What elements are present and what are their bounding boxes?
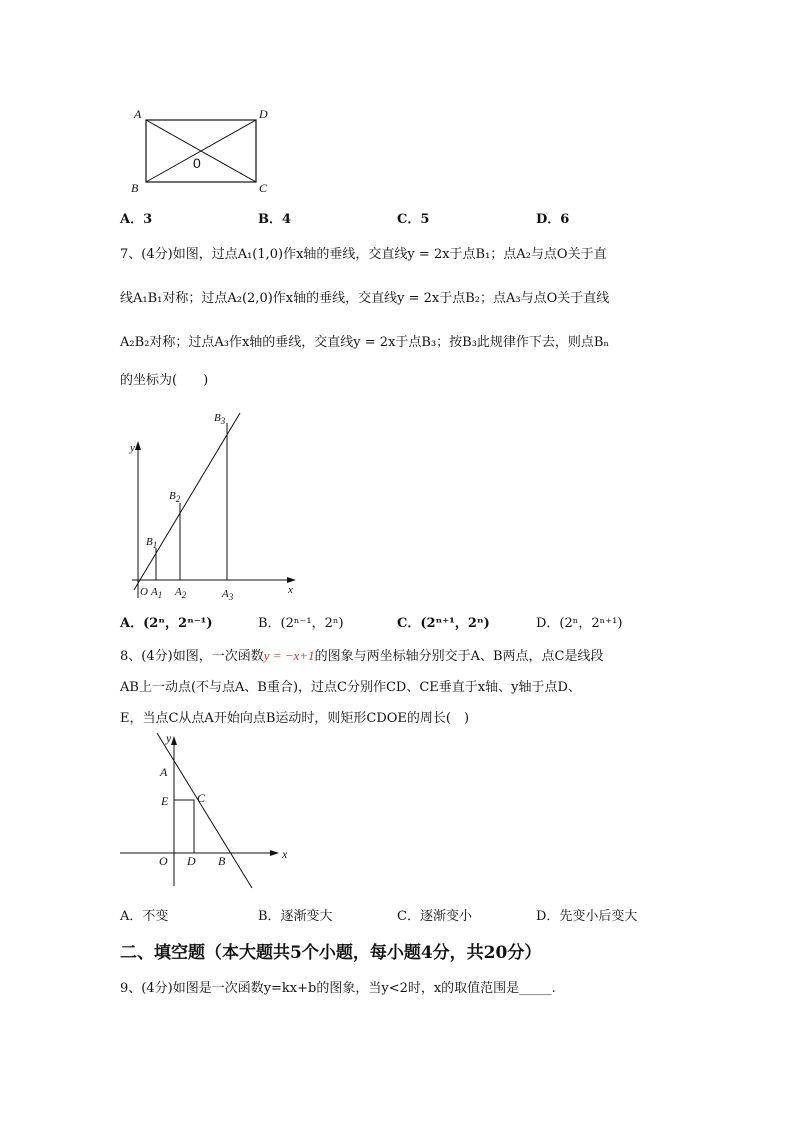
q7-option-d: D．(2ⁿ，2ⁿ⁺¹) xyxy=(536,616,623,631)
q7-line-2: 线A₁B₁对称；过点A₂(2,0)作x轴的垂线，交直线y = 2x于点B₂；点A₃与点O关于直线 xyxy=(120,291,610,306)
q7-number: 7、(4分) xyxy=(120,247,173,262)
x-axis-arrow xyxy=(270,850,279,856)
label-b: B xyxy=(131,181,139,195)
label-e: E xyxy=(161,794,169,808)
label-a1: $A_1$ xyxy=(151,586,163,600)
q7-line-3: A₂B₂对称；过点A₃作x轴的垂线，交直线y = 2x于点B₃；按B₃此规律作下去，则点Bₙ xyxy=(120,335,610,350)
q8-option-d: D．先变小后变大 xyxy=(536,909,638,924)
label-o: O xyxy=(159,854,168,868)
q8-figure xyxy=(115,728,305,898)
rectangle-figure xyxy=(125,100,285,200)
label-d: D xyxy=(259,107,268,121)
q6-option-c: C．5 xyxy=(397,212,430,227)
q9-number: 9、(4分) xyxy=(120,981,173,996)
q8-text-1b: 的图象与两坐标轴分别交于A、B两点，点C是线段 xyxy=(314,649,604,664)
q9-text: 如图是一次函数y=kx+b的图象，当y<2时，x的取值范围是_____. xyxy=(172,981,556,996)
q7-line-4: 的坐标为( ) xyxy=(120,373,209,388)
label-y: y xyxy=(166,731,172,745)
label-x: x xyxy=(282,847,288,861)
x-axis-arrow xyxy=(287,577,296,583)
label-c: C xyxy=(197,791,206,805)
label-a3: $A_3$ xyxy=(222,588,234,602)
q7-option-b: B．(2ⁿ⁻¹，2ⁿ) xyxy=(258,616,344,631)
line-y-2x xyxy=(134,413,240,590)
label-o: 0 xyxy=(193,155,201,171)
q8-option-c: C．逐渐变小 xyxy=(397,909,472,924)
q8-line-2: AB上一动点(不与点A、B重合)，过点C分别作CD、CE垂直于x轴、y轴于点D、 xyxy=(120,680,581,695)
label-b3: $B_3$ xyxy=(214,412,226,426)
label-b2: $B_2$ xyxy=(169,490,181,504)
q9-line xyxy=(120,977,556,996)
q7-line-1 xyxy=(120,243,607,262)
label-y: y xyxy=(130,442,135,454)
section-2-heading: 二、填空题（本大题共5个小题，每小题4分，共20分） xyxy=(120,943,542,963)
label-a2: $A_2$ xyxy=(175,586,187,600)
label-c: C xyxy=(259,181,268,195)
q6-option-b: B．4 xyxy=(258,212,292,227)
q7-figure xyxy=(120,405,310,605)
q7-text-1: 如图，过点A₁(1,0)作x轴的垂线，交直线y = 2x于点B₁；点A₂与点O关于直 xyxy=(172,247,607,262)
y-axis-arrow xyxy=(135,441,141,450)
q8-line-3: E，当点C从点A开始向点B运动时，则矩形CDOE的周长( ) xyxy=(120,711,470,726)
label-a: A xyxy=(134,107,142,121)
q8-option-b: B．逐渐变大 xyxy=(258,909,333,924)
label-b: B xyxy=(218,854,226,868)
q8-text-1a: 如图，一次函数 xyxy=(172,649,264,664)
q6-option-a: A．3 xyxy=(120,212,153,227)
label-x: x xyxy=(288,584,293,596)
q7-option-a: A．(2ⁿ，2ⁿ⁻¹) xyxy=(120,616,213,631)
q6-option-d: D．6 xyxy=(536,212,570,227)
q8-number: 8、(4分) xyxy=(120,649,173,664)
rectangle-cdoe xyxy=(174,800,194,853)
label-b1: $B_1$ xyxy=(146,536,158,550)
q8-option-a: A．不变 xyxy=(120,909,169,924)
q8-equation: y = −x+1 xyxy=(263,648,315,663)
label-a: A xyxy=(160,765,168,779)
q8-line-1 xyxy=(120,645,603,664)
line-y-neg-x-plus-1 xyxy=(157,733,252,888)
label-d: D xyxy=(187,854,196,868)
label-o: O xyxy=(140,586,148,598)
y-axis-arrow xyxy=(171,736,177,745)
q7-option-c: C．(2ⁿ⁺¹，2ⁿ) xyxy=(397,616,490,631)
